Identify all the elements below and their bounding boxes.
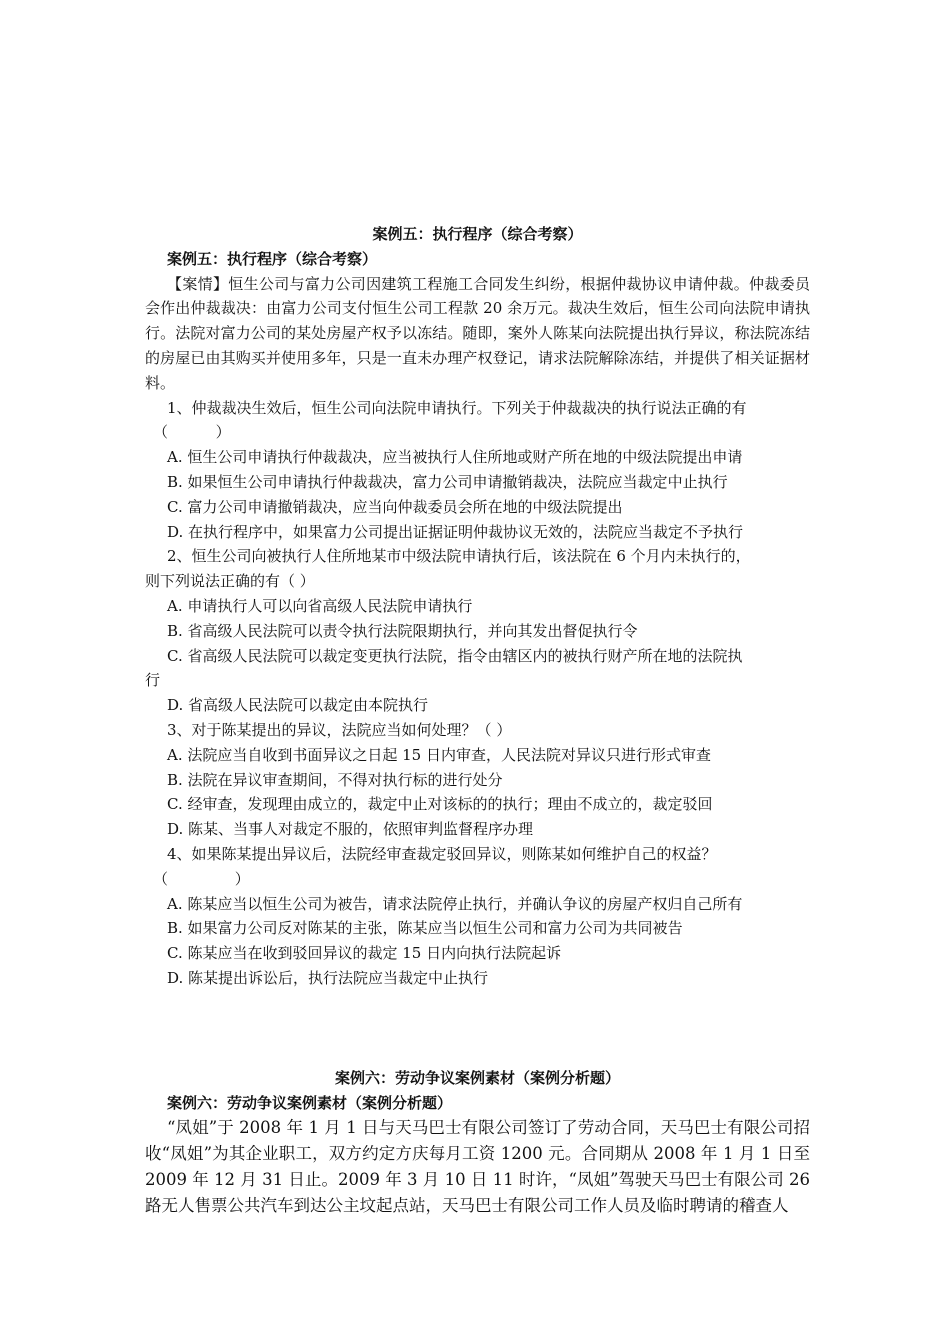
- q3-stem: 3、对于陈某提出的异议，法院应当如何处理？（ ）: [167, 720, 512, 739]
- q3-option-d: D. 陈某、当事人对裁定不服的，依照审判监督程序办理: [167, 820, 534, 839]
- case5-title: 案例五：执行程序（综合考察）: [372, 225, 583, 243]
- case5-subtitle: 案例五：执行程序（综合考察）: [167, 249, 378, 268]
- q1-option-d: D. 在执行程序中，如果富力公司提出证据证明仲裁协议无效的，法院应当裁定不予执行: [167, 522, 744, 541]
- q1-option-b: B. 如果恒生公司申请执行仲裁裁决，富力公司申请撤销裁决，法院应当裁定中止执行: [167, 472, 728, 491]
- q1-answer-blank: （ ）: [153, 423, 231, 442]
- q4-answer-blank: （ ）: [153, 869, 250, 888]
- q2-stem-continued: 则下列说法正确的有（ ）: [145, 572, 315, 591]
- q2-option-c-continued: 行: [145, 671, 161, 690]
- q1-option-a: A. 恒生公司申请执行仲裁裁决，应当被执行人住所地或财产所在地的中级法院提出申请: [167, 448, 743, 467]
- q2-option-d: D. 省高级人民法院可以裁定由本院执行: [167, 696, 429, 715]
- q3-option-c: C. 经审查，发现理由成立的，裁定中止对该标的的执行；理由不成立的，裁定驳回: [167, 795, 713, 814]
- case6-subtitle: 案例六：劳动争议案例素材（案例分析题）: [167, 1093, 453, 1112]
- q2-option-a: A. 申请执行人可以向省高级人民法院申请执行: [167, 596, 473, 615]
- q3-option-a: A. 法院应当自收到书面异议之日起 15 日内审查，人民法院对异议只进行形式审查: [167, 745, 711, 764]
- document-page: [145, 222, 810, 1219]
- q2-stem: 2、恒生公司向被执行人住所地某市中级法院申请执行后，该法院在 6 个月内未执行的，: [167, 547, 751, 566]
- case6-title: 案例六：劳动争议案例素材（案例分析题）: [334, 1068, 620, 1087]
- q1-option-c: C. 富力公司申请撤销裁决，应当向仲裁委员会所在地的中级法院提出: [167, 497, 623, 516]
- q2-option-b: B. 省高级人民法院可以责令执行法院限期执行，并向其发出督促执行令: [167, 621, 638, 640]
- q4-option-b: B. 如果富力公司反对陈某的主张，陈某应当以恒生公司和富力公司为共同被告: [167, 919, 683, 938]
- case6-facts: “凤姐”于 2008 年 1 月 1 日与天马巴士有限公司签订了劳动合同，天马巴士有限公司招收“凤姐”为其企业职工，双方约定方庆每月工资 1200 元。合同期从 2008 年 1 月 1 日至 2009 年 12 月 31 日止。2009 年 3 月 10 日 11 时许，“凤姐”驾驶天马巴士有限公司 26 路无人售票公共汽车到达公主坟起点站，天马巴士有限公司工作人员及临时聘请的稽查人: [145, 1118, 810, 1216]
- q3-option-b: B. 法院在异议审查期间，不得对执行标的进行处分: [167, 770, 503, 789]
- case5-facts: 【案情】恒生公司与富力公司因建筑工程施工合同发生纠纷，根据仲裁协议申请仲裁。仲裁委员会作出仲裁裁决：由富力公司支付恒生公司工程款 20 余万元。裁决生效后，恒生公司向法院申请执行。法院对富力公司的某处房屋产权予以冻结。随即，案外人陈某向法院提出执行异议，称法院冻结的房屋已由其购买并使用多年，只是一直未办理产权登记，请求法院解除冻结，并提供了相关证据材料。: [145, 274, 810, 392]
- q1-stem: 1、仲裁裁决生效后，恒生公司向法院申请执行。下列关于仲裁裁决的执行说法正确的有: [167, 398, 747, 417]
- q4-option-d: D. 陈某提出诉讼后，执行法院应当裁定中止执行: [167, 968, 489, 987]
- q4-stem: 4、如果陈某提出异议后，法院经审查裁定驳回异议，则陈某如何维护自己的权益？: [167, 844, 717, 863]
- q4-option-a: A. 陈某应当以恒生公司为被告，请求法院停止执行，并确认争议的房屋产权归自己所有: [167, 894, 743, 913]
- section-spacer: [145, 991, 810, 1066]
- q4-option-c: C. 陈某应当在收到驳回异议的裁定 15 日内向执行法院起诉: [167, 944, 562, 963]
- q2-option-c: C. 省高级人民法院可以裁定变更执行法院，指令由辖区内的被执行财产所在地的法院执: [167, 646, 743, 665]
